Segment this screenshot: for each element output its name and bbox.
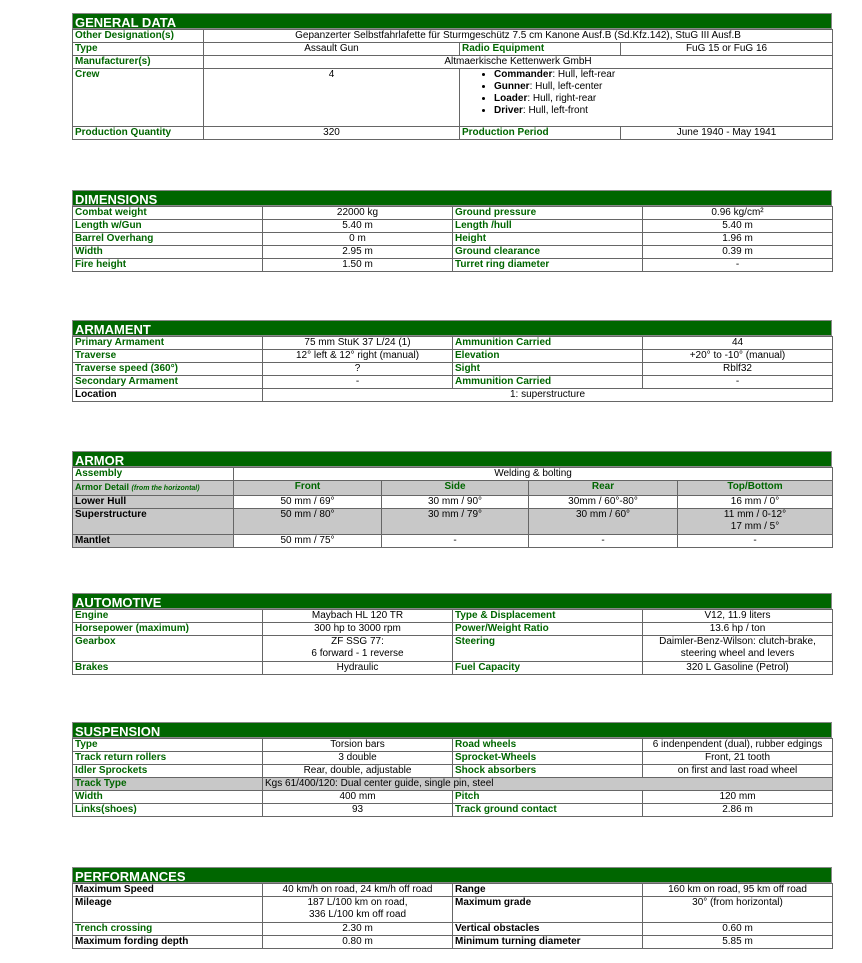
row-label: Traverse xyxy=(73,350,263,363)
row-value: Altmaerkische Kettenwerk GmbH xyxy=(204,56,833,69)
table-row xyxy=(73,30,833,43)
suspension-table xyxy=(72,738,833,817)
row-value: 44 xyxy=(643,337,833,350)
table-row xyxy=(73,389,833,402)
table-row xyxy=(73,207,833,220)
row-value: 0.60 m xyxy=(643,923,833,936)
table-row xyxy=(73,337,833,350)
suspension-section xyxy=(72,722,832,817)
row-label: Type & Displacement xyxy=(453,610,643,623)
row-value: 187 L/100 km on road, 336 L/100 km off road xyxy=(263,897,453,923)
row-value: Welding & bolting xyxy=(234,468,833,481)
column-header: Top/Bottom xyxy=(678,481,833,496)
armament-table xyxy=(72,336,833,402)
row-label: Production Period xyxy=(460,127,621,140)
row-value: 13.6 hp / ton xyxy=(643,623,833,636)
row-value: 75 mm StuK 37 L/24 (1) xyxy=(263,337,453,350)
row-label: Engine xyxy=(73,610,263,623)
armor-detail-label: Armor Detail (from the horizontal) xyxy=(73,481,234,496)
row-label: Assembly xyxy=(73,468,234,481)
row-value: Hydraulic xyxy=(263,662,453,675)
row-value: - xyxy=(678,535,833,548)
column-header: Front xyxy=(234,481,382,496)
row-label: Fuel Capacity xyxy=(453,662,643,675)
row-value: on first and last road wheel xyxy=(643,765,833,778)
armor-table xyxy=(72,467,833,548)
table-row xyxy=(73,56,833,69)
row-label: Mantlet xyxy=(73,535,234,548)
row-label: Track Type xyxy=(73,778,263,791)
row-value: 5.40 m xyxy=(263,220,453,233)
row-value: 1.50 m xyxy=(263,259,453,272)
row-value: 0.96 kg/cm² xyxy=(643,207,833,220)
row-label: Production Quantity xyxy=(73,127,204,140)
row-label: Width xyxy=(73,791,263,804)
row-label: Ground pressure xyxy=(453,207,643,220)
row-value: ? xyxy=(263,363,453,376)
row-label: Track return rollers xyxy=(73,752,263,765)
row-value: Daimler-Benz-Wilson: clutch-brake, steering wheel and levers xyxy=(643,636,833,662)
row-value: V12, 11.9 liters xyxy=(643,610,833,623)
row-label: Other Designation(s) xyxy=(73,30,204,43)
row-label: Type xyxy=(73,739,263,752)
table-row xyxy=(73,259,833,272)
row-value: Gepanzerter Selbstfahrlafette für Sturmgeschütz 7.5 cm Kanone Ausf.B (Sd.Kfz.142), StuG III Ausf.B xyxy=(204,30,833,43)
row-value: 400 mm xyxy=(263,791,453,804)
row-value: 93 xyxy=(263,804,453,817)
row-value: June 1940 - May 1941 xyxy=(621,127,833,140)
row-value: +20° to -10° (manual) xyxy=(643,350,833,363)
row-value: Front, 21 tooth xyxy=(643,752,833,765)
row-label: Ammunition Carried xyxy=(453,337,643,350)
row-label: Steering xyxy=(453,636,643,662)
automotive-section xyxy=(72,593,832,675)
row-value: 30 mm / 90° xyxy=(382,496,529,509)
row-label: Fire height xyxy=(73,259,263,272)
row-label: Ammunition Carried xyxy=(453,376,643,389)
table-row xyxy=(73,765,833,778)
table-row xyxy=(73,936,833,949)
row-value: 5.85 m xyxy=(643,936,833,949)
table-row xyxy=(73,791,833,804)
row-value: - xyxy=(529,535,678,548)
crew-roles-cell xyxy=(460,69,833,127)
row-value: 0.80 m xyxy=(263,936,453,949)
performances-table xyxy=(72,883,833,949)
row-value: 30° (from horizontal) xyxy=(643,897,833,923)
row-label: Elevation xyxy=(453,350,643,363)
row-value: 30mm / 60°-80° xyxy=(529,496,678,509)
section-title: ARMOR xyxy=(72,451,832,467)
row-label: Power/Weight Ratio xyxy=(453,623,643,636)
row-value: 30 mm / 79° xyxy=(382,509,529,535)
row-value: - xyxy=(643,376,833,389)
armament-section xyxy=(72,320,832,402)
table-row xyxy=(73,481,833,496)
table-row xyxy=(73,778,833,791)
row-value: FuG 15 or FuG 16 xyxy=(621,43,833,56)
table-row xyxy=(73,739,833,752)
row-label: Combat weight xyxy=(73,207,263,220)
row-value: 5.40 m xyxy=(643,220,833,233)
row-label: Length w/Gun xyxy=(73,220,263,233)
row-label: Maximum fording depth xyxy=(73,936,263,949)
row-value: 6 indenpendent (dual), rubber edgings xyxy=(643,739,833,752)
row-value: 120 mm xyxy=(643,791,833,804)
table-row xyxy=(73,535,833,548)
row-label: Lower Hull xyxy=(73,496,234,509)
row-label: Vertical obstacles xyxy=(453,923,643,936)
row-label: Maximum grade xyxy=(453,897,643,923)
row-label: Turret ring diameter xyxy=(453,259,643,272)
table-row xyxy=(73,376,833,389)
row-value: 50 mm / 69° xyxy=(234,496,382,509)
table-row xyxy=(73,246,833,259)
row-value: 16 mm / 0° xyxy=(678,496,833,509)
row-value: 40 km/h on road, 24 km/h off road xyxy=(263,884,453,897)
row-label: Road wheels xyxy=(453,739,643,752)
section-title: GENERAL DATA xyxy=(72,13,832,29)
row-label: Manufacturer(s) xyxy=(73,56,204,69)
row-label: Links(shoes) xyxy=(73,804,263,817)
row-value: 160 km on road, 95 km off road xyxy=(643,884,833,897)
table-row xyxy=(73,509,833,535)
section-title: AUTOMOTIVE xyxy=(72,593,832,609)
row-value: 4 xyxy=(204,69,460,127)
row-value: 1: superstructure xyxy=(263,389,833,402)
table-row xyxy=(73,363,833,376)
row-value: 50 mm / 75° xyxy=(234,535,382,548)
table-row xyxy=(73,897,833,923)
row-label: Trench crossing xyxy=(73,923,263,936)
row-label: Mileage xyxy=(73,897,263,923)
row-label: Ground clearance xyxy=(453,246,643,259)
row-value: 3 double xyxy=(263,752,453,765)
row-value: Torsion bars xyxy=(263,739,453,752)
row-value: Rblf32 xyxy=(643,363,833,376)
row-label: Pitch xyxy=(453,791,643,804)
row-label: Height xyxy=(453,233,643,246)
table-row xyxy=(73,496,833,509)
row-value: Assault Gun xyxy=(204,43,460,56)
row-label: Radio Equipment xyxy=(460,43,621,56)
row-value: 2.30 m xyxy=(263,923,453,936)
section-title: SUSPENSION xyxy=(72,722,832,738)
table-row xyxy=(73,610,833,623)
general-data-table xyxy=(72,29,833,140)
row-value: 2.86 m xyxy=(643,804,833,817)
row-label: Width xyxy=(73,246,263,259)
row-value: 11 mm / 0-12° 17 mm / 5° xyxy=(678,509,833,535)
row-value: - xyxy=(382,535,529,548)
row-label: Sight xyxy=(453,363,643,376)
table-row xyxy=(73,923,833,936)
row-value: Kgs 61/400/120: Dual center guide, single pin, steel xyxy=(263,778,833,791)
list-item: • Driver: Hull, left-front xyxy=(494,105,830,117)
row-label: Barrel Overhang xyxy=(73,233,263,246)
crew-roles-list xyxy=(462,69,830,117)
row-label: Location xyxy=(73,389,263,402)
list-item: • Commander: Hull, left-rear xyxy=(494,69,830,81)
row-label: Minimum turning diameter xyxy=(453,936,643,949)
section-title: ARMAMENT xyxy=(72,320,832,336)
row-label: Horsepower (maximum) xyxy=(73,623,263,636)
row-value: 2.95 m xyxy=(263,246,453,259)
table-row xyxy=(73,43,833,56)
table-row xyxy=(73,233,833,246)
row-label: Sprocket-Wheels xyxy=(453,752,643,765)
row-label: Type xyxy=(73,43,204,56)
row-label: Shock absorbers xyxy=(453,765,643,778)
dimensions-section xyxy=(72,190,832,272)
section-title: PERFORMANCES xyxy=(72,867,832,883)
row-value: 320 xyxy=(204,127,460,140)
row-value: 22000 kg xyxy=(263,207,453,220)
row-label: Idler Sprockets xyxy=(73,765,263,778)
table-row xyxy=(73,662,833,675)
table-row xyxy=(73,468,833,481)
row-value: Rear, double, adjustable xyxy=(263,765,453,778)
armor-section xyxy=(72,451,832,548)
row-label: Superstructure xyxy=(73,509,234,535)
row-label: Maximum Speed xyxy=(73,884,263,897)
row-value: 12° left & 12° right (manual) xyxy=(263,350,453,363)
table-row xyxy=(73,127,833,140)
row-label: Length /hull xyxy=(453,220,643,233)
row-label: Track ground contact xyxy=(453,804,643,817)
list-item: • Gunner: Hull, left-center xyxy=(494,81,830,93)
row-value: - xyxy=(263,376,453,389)
table-row xyxy=(73,752,833,765)
table-row xyxy=(73,804,833,817)
row-label: Traverse speed (360°) xyxy=(73,363,263,376)
table-row xyxy=(73,220,833,233)
row-value: 1.96 m xyxy=(643,233,833,246)
performances-section xyxy=(72,867,832,949)
row-label: Crew xyxy=(73,69,204,127)
row-value: - xyxy=(643,259,833,272)
table-row xyxy=(73,350,833,363)
column-header: Side xyxy=(382,481,529,496)
general-data-section xyxy=(72,13,832,140)
column-header: Rear xyxy=(529,481,678,496)
table-row xyxy=(73,636,833,662)
table-row xyxy=(73,623,833,636)
row-value: ZF SSG 77: 6 forward - 1 reverse xyxy=(263,636,453,662)
row-label: Gearbox xyxy=(73,636,263,662)
dimensions-table xyxy=(72,206,833,272)
table-row xyxy=(73,884,833,897)
row-value: 300 hp to 3000 rpm xyxy=(263,623,453,636)
row-value: 320 L Gasoline (Petrol) xyxy=(643,662,833,675)
row-label: Primary Armament xyxy=(73,337,263,350)
list-item: • Loader: Hull, right-rear xyxy=(494,93,830,105)
row-label: Brakes xyxy=(73,662,263,675)
automotive-table xyxy=(72,609,833,675)
row-value: 0.39 m xyxy=(643,246,833,259)
row-value: 50 mm / 80° xyxy=(234,509,382,535)
row-label: Secondary Armament xyxy=(73,376,263,389)
row-label: Range xyxy=(453,884,643,897)
row-value: Maybach HL 120 TR xyxy=(263,610,453,623)
row-value: 0 m xyxy=(263,233,453,246)
table-row xyxy=(73,69,833,127)
section-title: DIMENSIONS xyxy=(72,190,832,206)
row-value: 30 mm / 60° xyxy=(529,509,678,535)
